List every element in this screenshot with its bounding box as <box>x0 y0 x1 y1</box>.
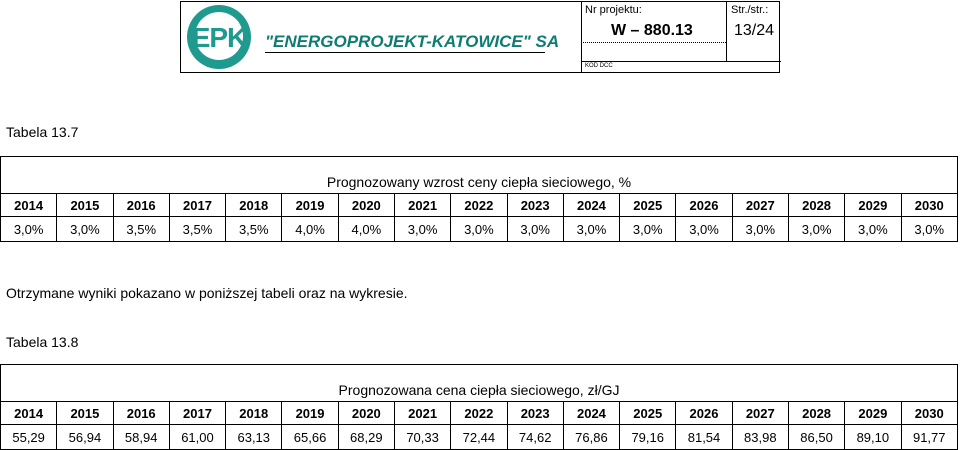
value-cell: 3,0% <box>451 217 507 242</box>
value-cell: 81,54 <box>676 425 732 450</box>
value-cell: 72,44 <box>451 425 507 450</box>
value-cell: 76,86 <box>563 425 619 450</box>
year-header-cell: 2016 <box>113 194 169 217</box>
year-header-cell: 2019 <box>282 194 338 217</box>
value-cell: 68,29 <box>338 425 394 450</box>
year-header-cell: 2018 <box>226 402 282 425</box>
year-header-cell: 2014 <box>1 402 57 425</box>
value-cell: 70,33 <box>394 425 450 450</box>
year-header-cell: 2026 <box>676 402 732 425</box>
value-cell: 3,0% <box>1 217 57 242</box>
company-logo <box>181 2 581 72</box>
year-header-cell: 2028 <box>788 194 844 217</box>
value-cell: 3,5% <box>226 217 282 242</box>
page-number: 13/24 <box>734 22 775 39</box>
value-cell: 3,0% <box>563 217 619 242</box>
year-header-cell: 2025 <box>620 194 676 217</box>
value-cell: 91,77 <box>901 425 958 450</box>
value-cell: 79,16 <box>620 425 676 450</box>
value-cell: 3,5% <box>113 217 169 242</box>
year-header-cell: 2028 <box>788 402 844 425</box>
value-cell: 65,66 <box>282 425 338 450</box>
value-cell: 3,0% <box>788 217 844 242</box>
value-cell: 3,0% <box>676 217 732 242</box>
year-header-cell: 2029 <box>845 194 901 217</box>
kod-dcc-label: KOD DCC <box>585 63 613 69</box>
table-row <box>1 217 958 242</box>
year-header-cell: 2026 <box>676 194 732 217</box>
table-13-7-caption: Tabela 13.7 <box>6 124 79 140</box>
project-number: W – 880.13 <box>611 22 693 39</box>
value-cell: 4,0% <box>282 217 338 242</box>
table-title: Prognozowana cena ciepła sieciowego, zł/GJ <box>1 365 958 402</box>
table-title: Prognozowany wzrost ceny ciepła sieciowego, % <box>1 157 958 194</box>
year-header-cell: 2017 <box>169 402 225 425</box>
value-cell: 3,0% <box>394 217 450 242</box>
year-header-cell: 2027 <box>732 402 788 425</box>
year-header-cell: 2020 <box>338 402 394 425</box>
year-header-cell: 2019 <box>282 402 338 425</box>
year-header-cell: 2021 <box>394 402 450 425</box>
year-header-cell: 2016 <box>113 402 169 425</box>
page-number-label: Str./str.: <box>731 4 769 16</box>
project-number-label: Nr projektu: <box>585 4 642 16</box>
year-header-cell: 2015 <box>57 402 113 425</box>
value-cell: 56,94 <box>57 425 113 450</box>
year-header-cell: 2015 <box>57 194 113 217</box>
year-header-cell: 2023 <box>507 402 563 425</box>
value-cell: 55,29 <box>1 425 57 450</box>
value-cell: 89,10 <box>845 425 901 450</box>
year-header-cell: 2023 <box>507 194 563 217</box>
value-cell: 3,0% <box>57 217 113 242</box>
year-header-cell: 2024 <box>563 194 619 217</box>
value-cell: 61,00 <box>169 425 225 450</box>
year-header-cell: 2021 <box>394 194 450 217</box>
year-header-cell: 2014 <box>1 194 57 217</box>
year-header-cell: 2029 <box>845 402 901 425</box>
value-cell: 3,0% <box>620 217 676 242</box>
value-cell: 58,94 <box>113 425 169 450</box>
logo-text: EPK <box>191 22 247 53</box>
value-cell: 4,0% <box>338 217 394 242</box>
value-cell: 83,98 <box>732 425 788 450</box>
value-cell: 3,0% <box>901 217 958 242</box>
value-cell: 3,0% <box>507 217 563 242</box>
table-13-8-caption: Tabela 13.8 <box>6 334 79 350</box>
body-paragraph: Otrzymane wyniki pokazano w poniższej tabeli oraz na wykresie. <box>6 285 408 301</box>
value-cell: 3,0% <box>732 217 788 242</box>
value-cell: 3,5% <box>169 217 225 242</box>
document-header <box>180 1 780 73</box>
year-header-cell: 2018 <box>226 194 282 217</box>
year-header-cell: 2017 <box>169 194 225 217</box>
value-cell: 63,13 <box>226 425 282 450</box>
year-header-cell: 2025 <box>620 402 676 425</box>
company-name: "ENERGOPROJEKT-KATOWICE" SA <box>265 32 560 51</box>
year-header-cell: 2024 <box>563 402 619 425</box>
year-header-cell: 2027 <box>732 194 788 217</box>
year-header-cell: 2030 <box>901 194 958 217</box>
table-header-row <box>1 194 958 217</box>
year-header-cell: 2022 <box>451 402 507 425</box>
year-header-cell: 2030 <box>901 402 958 425</box>
value-cell: 86,50 <box>788 425 844 450</box>
year-header-cell: 2022 <box>451 194 507 217</box>
table-heat-price-growth <box>0 156 958 242</box>
table-header-row <box>1 402 958 425</box>
table-heat-price <box>0 364 958 450</box>
value-cell: 74,62 <box>507 425 563 450</box>
value-cell: 3,0% <box>845 217 901 242</box>
year-header-cell: 2020 <box>338 194 394 217</box>
